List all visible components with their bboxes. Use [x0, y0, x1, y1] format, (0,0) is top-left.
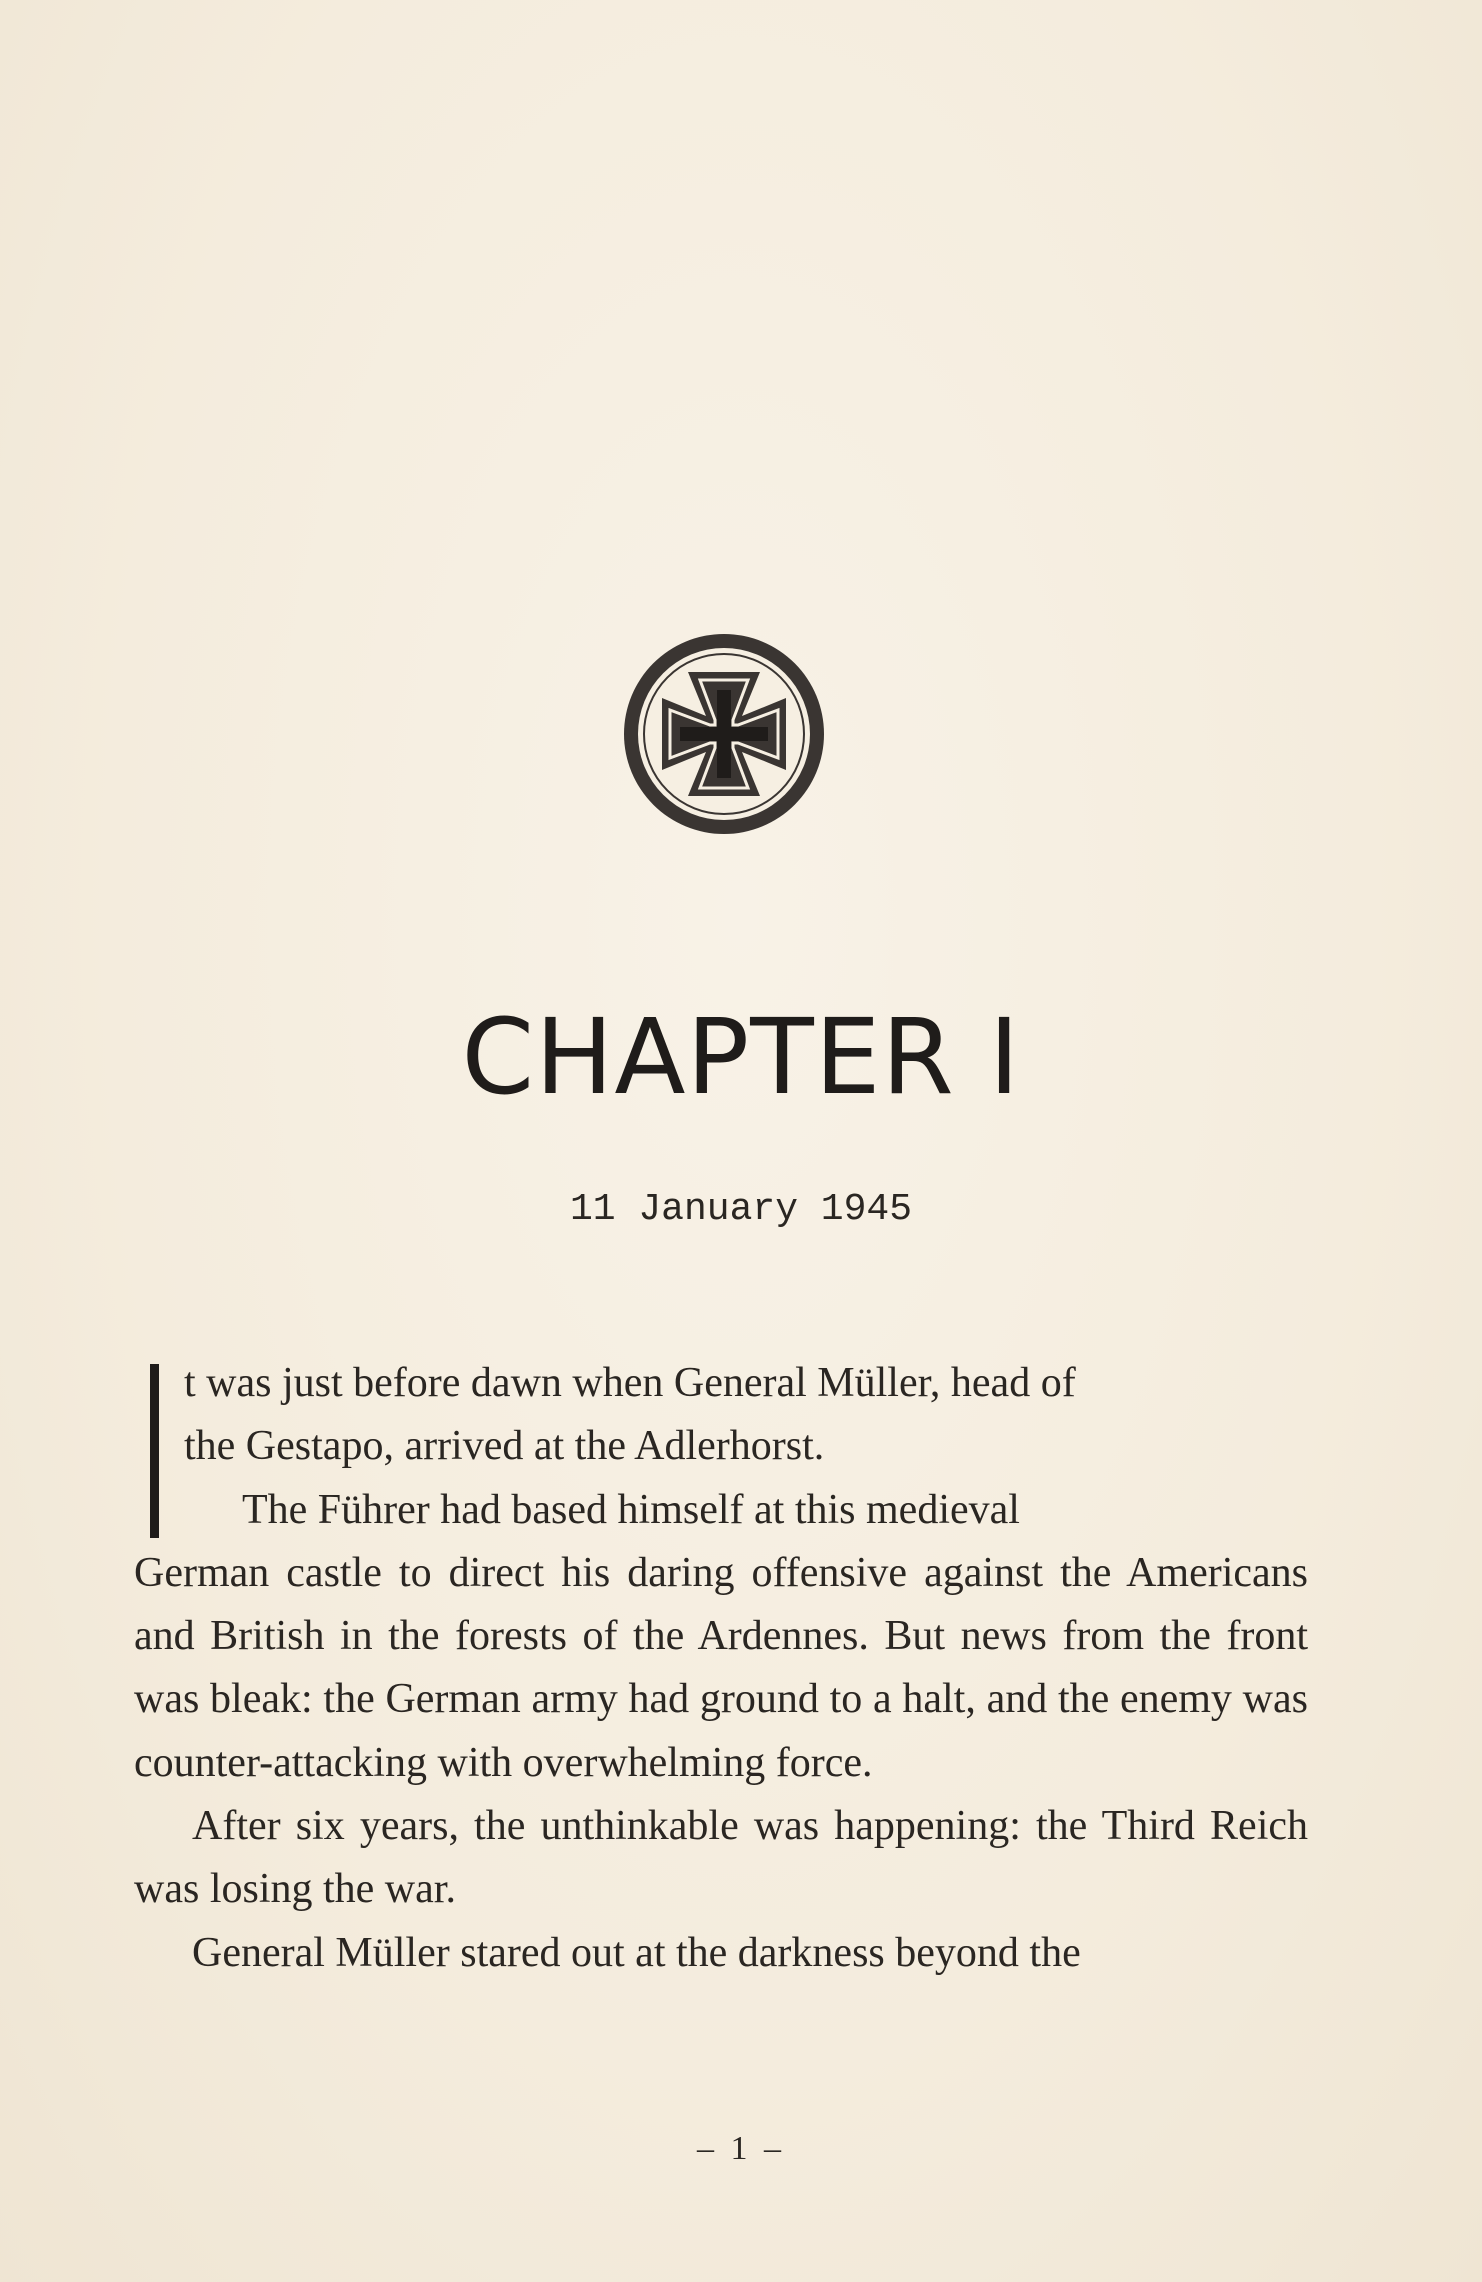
paragraph-3: After six years, the unthinkable was happening: the Third Reich was losing the war. [134, 1803, 1308, 1913]
page-number: – 1 – [697, 2130, 785, 2167]
body-text [134, 1352, 1308, 1985]
paragraph-2-line-1: The Führer had based himself at this medieval [242, 1486, 1020, 1533]
chapter-date: 11 January 1945 [569, 1188, 913, 1231]
paragraph-2-rest: German castle to direct his daring offensive against the Americans and British in the forests of the Ardennes. But news from the front was bleak: the German army had ground to a halt, and the enemy was counter-attacking with overwhelming force. [134, 1549, 1308, 1786]
paragraph-4: General Müller stared out at the darkness beyond the [192, 1929, 1081, 1976]
chapter-title: CHAPTER I [461, 996, 1021, 1118]
paragraph-1-line-2: the Gestapo, arrived at the Adlerhorst. [184, 1423, 825, 1470]
body-paragraphs [134, 1542, 1308, 1985]
drop-cap [150, 1364, 159, 1538]
opening-paragraph-block [134, 1352, 1308, 1542]
iron-cross-in-circle-icon [618, 628, 830, 840]
paragraph-1-line-1: t was just before dawn when General Müller, head of [184, 1360, 1076, 1406]
